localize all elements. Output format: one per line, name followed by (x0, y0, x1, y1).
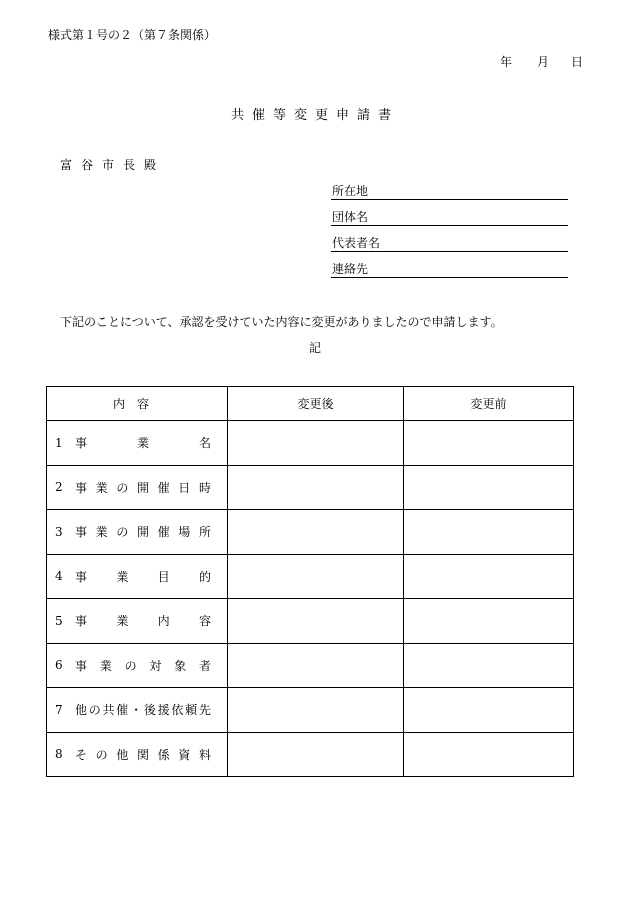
date-month-label: 月 (537, 55, 550, 69)
date-day-label: 日 (571, 55, 584, 69)
organization-name-field[interactable] (331, 208, 568, 226)
before-cell[interactable] (404, 421, 574, 466)
row-label-text: 他 の 共 催 ・ 後 援 依 頼 先 (75, 703, 211, 718)
before-cell[interactable] (404, 465, 574, 510)
row-label-cell (47, 599, 228, 644)
header-before: 変更前 (404, 387, 574, 421)
organization-name-label: 団体名 (332, 210, 369, 224)
row-label (47, 612, 227, 629)
row-label-text: 事 業 の 開 催 日 時 (75, 480, 211, 495)
row-label-cell (47, 643, 228, 688)
row-label-text: 事 業 目 的 (75, 569, 211, 584)
contact-field[interactable] (331, 260, 568, 278)
table-row (47, 599, 574, 644)
table-header-row (47, 387, 574, 421)
header-content: 内容 (47, 387, 228, 421)
row-label (47, 479, 227, 496)
row-number: 3 (55, 524, 63, 539)
row-number: 6 (55, 658, 63, 673)
table-row (47, 421, 574, 466)
row-number: 4 (55, 569, 63, 584)
after-cell[interactable] (228, 688, 404, 733)
address-label: 所在地 (332, 184, 369, 198)
row-label-cell (47, 421, 228, 466)
address-field[interactable] (331, 182, 568, 200)
row-label-cell (47, 554, 228, 599)
row-number: 5 (55, 613, 63, 628)
after-cell[interactable] (228, 599, 404, 644)
contact-label: 連絡先 (332, 262, 369, 276)
row-label (47, 657, 227, 674)
row-label-text: 事 業 内 容 (75, 614, 211, 629)
addressee: 富谷市長殿 (60, 158, 166, 172)
after-cell[interactable] (228, 643, 404, 688)
date-year-label: 年 (500, 55, 513, 69)
body-text: 下記のことについて、承認を受けていた内容に変更がありましたので申請します。 (60, 315, 503, 329)
row-label-cell (47, 688, 228, 733)
header-after: 変更後 (228, 387, 404, 421)
form-number: 様式第１号の２（第７条関係） (48, 28, 217, 42)
before-cell[interactable] (404, 688, 574, 733)
after-cell[interactable] (228, 421, 404, 466)
row-number: 7 (55, 702, 63, 717)
document-title: 共催等変更申請書 (230, 108, 399, 123)
row-label-cell (47, 732, 228, 777)
after-cell[interactable] (228, 465, 404, 510)
before-cell[interactable] (404, 554, 574, 599)
row-label (47, 568, 227, 585)
row-label (47, 434, 227, 451)
table-row (47, 732, 574, 777)
row-number: 8 (55, 747, 63, 762)
table-row (47, 465, 574, 510)
row-label-cell (47, 510, 228, 555)
row-label (47, 746, 227, 763)
table-row (47, 510, 574, 555)
after-cell[interactable] (228, 732, 404, 777)
table-row (47, 688, 574, 733)
after-cell[interactable] (228, 510, 404, 555)
before-cell[interactable] (404, 599, 574, 644)
row-number: 1 (55, 435, 63, 450)
row-label-text: 事 業 の 開 催 場 所 (75, 525, 211, 540)
change-table (46, 386, 574, 777)
row-label-text: 事 業 名 (75, 436, 211, 451)
row-label (47, 701, 227, 718)
before-cell[interactable] (404, 732, 574, 777)
row-label-text: 事 業 の 対 象 者 (75, 658, 211, 673)
row-number: 2 (55, 480, 63, 495)
row-label-cell (47, 465, 228, 510)
row-label-text: そ の 他 関 係 資 料 (75, 747, 211, 762)
representative-label: 代表者名 (332, 236, 381, 250)
table-row (47, 643, 574, 688)
representative-field[interactable] (331, 234, 568, 252)
before-cell[interactable] (404, 643, 574, 688)
row-label (47, 523, 227, 540)
ki-heading: 記 (308, 341, 321, 355)
before-cell[interactable] (404, 510, 574, 555)
table-row (47, 554, 574, 599)
after-cell[interactable] (228, 554, 404, 599)
